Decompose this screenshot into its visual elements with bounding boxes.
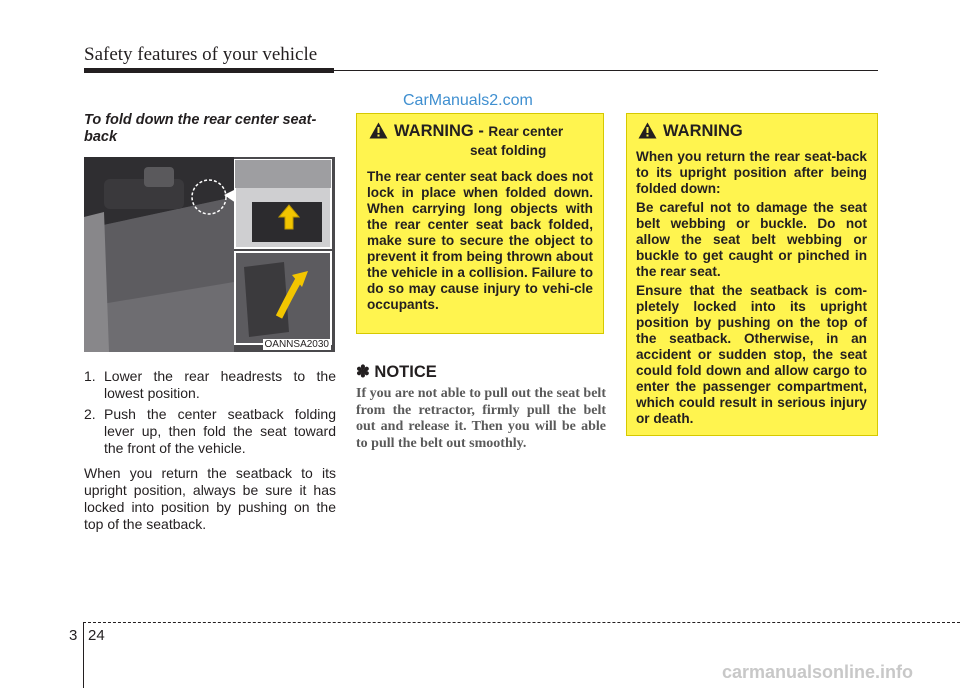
watermark-bottom-link[interactable]: carmanualsonline.info [722,662,914,682]
cargo-seat-illustration [84,157,335,352]
warning-paragraph: Ensure that the seatback is com-pletely locked into its upright position by pushing on the top of the seatback. Otherwise, in an accident or sudden stop, the seat could fold down and allow cargo to enter the passenger compartment, which could result in serious injury or death. [636,283,867,426]
seatback-paragraph: When you return the seatback to its upright position, always be sure it has locked into position by pushing on the top of the seatback. [84,465,336,532]
warning-paragraph: Be careful not to damage the seat belt webbing or buckle. Do not allow the seat belt webbing or buckle to get caught or pinched in the rear seat. [636,200,867,279]
warning-subtitle-line2: seat folding [470,143,547,158]
instruction-steps [84,368,336,461]
warning-subtitle-line1: Rear center [488,124,564,139]
warning-box-return-seatback [626,113,878,436]
footer-divider [83,622,84,688]
warning-body [636,149,867,427]
chapter-number: 3 [69,627,78,644]
warning-triangle-icon [369,122,388,139]
notice-heading [356,362,437,382]
warning-box-rear-center [356,113,604,334]
notice-body: If you are not able to pull out the seat belt from the retractor, firmly pull the belt out and release it. Then you will be able to pull the belt out smoothly. [356,386,606,451]
notice-symbol-icon: ✽ [356,363,370,381]
cargo-seat-photo [84,157,335,352]
warning-title-text: WARNING [663,122,743,140]
page-header-title: Safety features of your vehicle [84,44,318,65]
notice-title-text: NOTICE [374,363,437,381]
header-rule-thin [334,70,878,71]
step-number: 1. [84,368,96,384]
section-subheading: To fold down the rear center seat-back [84,112,317,145]
step-number: 2. [84,406,96,422]
page-number: 24 [88,627,105,644]
warning-paragraph: When you return the rear seat-back to its upright position after being folded down: [636,149,867,196]
step-item [84,368,336,402]
warning-title [636,122,867,140]
warning-body: The rear center seat back does not lock in place when folded down. When carrying long objects with the rear center seat back folded, make sure to secure the object to prevent it from being thrown about the vehicle in a collision. Failure to do so may cause injury to vehi-cle occupants. [367,169,593,312]
header-rule [84,68,334,73]
footer-rule [83,622,960,623]
warning-triangle-icon [638,122,657,139]
step-text: Lower the rear headrests to the lowest position. [104,368,336,401]
step-text: Push the center seatback folding lever up, then fold the seat toward the front of the vehicle. [104,406,336,456]
warning-title-text: WARNING - [394,122,484,140]
photo-code-label: OANNSA2030 [264,339,329,350]
step-item [84,406,336,457]
watermark-link[interactable]: CarManuals2.com [403,92,533,109]
warning-title [367,122,593,160]
